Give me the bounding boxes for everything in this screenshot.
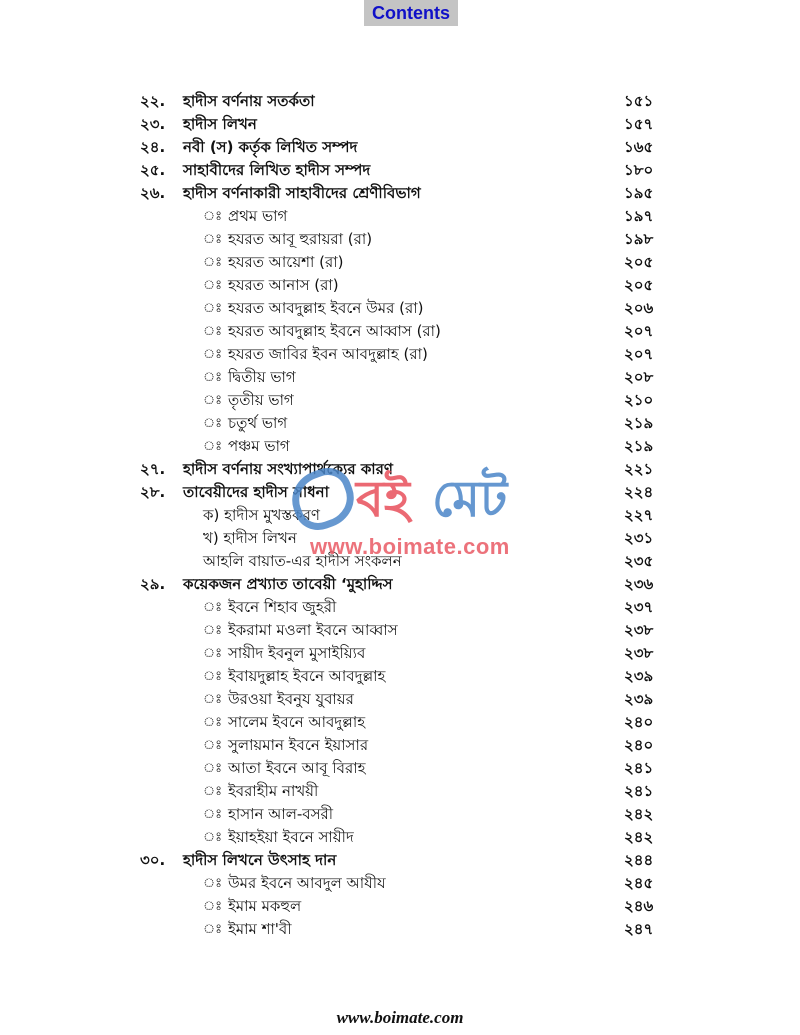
entry-title: ইমাম মকহুল (228, 897, 302, 915)
bullet-icon: ঃ (203, 669, 223, 684)
page-number: ১৫৭ (624, 115, 654, 133)
toc-entry[interactable] (0, 320, 800, 343)
page-number: ২৪২ (624, 805, 654, 823)
entry-title: উরওয়া ইবনুয যুবায়র (228, 690, 354, 708)
entry-title: উমর ইবনে আবদুল আযীয (228, 874, 386, 892)
entry-title: হাদীস বর্ণনায় সতর্কতা (183, 92, 315, 110)
toc-entry[interactable] (0, 274, 800, 297)
page-number: ২০৫ (624, 253, 654, 271)
bullet-icon: ঃ (203, 255, 223, 270)
bullet-icon: ঃ (203, 738, 223, 753)
entry-title: দ্বিতীয় ভাগ (228, 368, 296, 386)
entry-title: খ) হাদীস লিখন (203, 529, 297, 547)
entry-title: হাদীস বর্ণনায় সংখ্যাপার্থক্যের কারণ (183, 460, 393, 478)
toc-entry[interactable] (0, 688, 800, 711)
toc-entry[interactable] (0, 665, 800, 688)
entry-title: ইমাম শা'বী (228, 920, 292, 938)
watermark-url: www.boimate.com (310, 534, 510, 559)
toc-entry[interactable] (0, 711, 800, 734)
toc-entry[interactable] (0, 642, 800, 665)
entry-title: হযরত আবদুল্লাহ ইবনে উমর (রা) (228, 299, 424, 317)
entry-title: হযরত আয়েশা (রা) (228, 253, 344, 271)
toc-entry[interactable] (0, 504, 800, 527)
toc-entry[interactable] (0, 182, 800, 205)
chapter-number: ২৯. (140, 575, 166, 593)
watermark-logo-red: বই (356, 470, 410, 528)
entry-title: ইবনে শিহাব জুহরী (228, 598, 337, 616)
bullet-icon: ঃ (203, 370, 223, 385)
page-number: ২০৭ (624, 345, 654, 363)
toc-entry[interactable] (0, 412, 800, 435)
page-number: ১৬৫ (624, 138, 654, 156)
toc-entry[interactable] (0, 872, 800, 895)
page-number: ২১৯ (624, 437, 654, 455)
page-number: ২০৫ (624, 276, 654, 294)
entry-title: ক) হাদীস মুখস্তকরণ (203, 506, 320, 524)
toc-entry[interactable] (0, 918, 800, 941)
table-of-contents (0, 90, 800, 941)
entry-title: সায়ীদ ইবনুল মুসাইয়্যিব (228, 644, 366, 662)
entry-title: হযরত আবূ হুরায়রা (রা) (228, 230, 373, 248)
entry-title: ইবরাহীম নাখয়ী (228, 782, 319, 800)
toc-entry[interactable] (0, 297, 800, 320)
toc-entry[interactable] (0, 90, 800, 113)
toc-entry[interactable] (0, 826, 800, 849)
page-number: ২০৮ (624, 368, 654, 386)
page-number: ২৪০ (624, 736, 654, 754)
entry-title: ইকরামা মওলা ইবনে আব্বাস (228, 621, 398, 639)
page-number: ২০৭ (624, 322, 654, 340)
bullet-icon: ঃ (203, 646, 223, 661)
toc-entry[interactable] (0, 458, 800, 481)
page-number: ২৩৮ (624, 621, 654, 639)
entry-title: সালেম ইবনে আবদুল্লাহ (228, 713, 366, 731)
entry-title: সাহাবীদের লিখিত হাদীস সম্পদ (183, 161, 371, 179)
toc-entry[interactable] (0, 113, 800, 136)
entry-title: হযরত আবদুল্লাহ ইবনে আব্বাস (রা) (228, 322, 441, 340)
toc-entry[interactable] (0, 435, 800, 458)
page-number: ২৪১ (624, 759, 654, 777)
page-number: ২৩৭ (624, 598, 654, 616)
page-number: ২০৬ (624, 299, 654, 317)
footer-url: www.boimate.com (336, 1008, 464, 1027)
bullet-icon: ঃ (203, 830, 223, 845)
bullet-icon: ঃ (203, 278, 223, 293)
page-number: ২৪২ (624, 828, 654, 846)
entry-title: সুলায়মান ইবনে ইয়াসার (228, 736, 369, 754)
toc-entry[interactable] (0, 228, 800, 251)
toc-entry[interactable] (0, 481, 800, 504)
bullet-icon: ঃ (203, 416, 223, 431)
page-number: ১৯৫ (624, 184, 654, 202)
bullet-icon: ঃ (203, 439, 223, 454)
bullet-icon: ঃ (203, 692, 223, 707)
chapter-number: ২৩. (140, 115, 166, 133)
watermark-logo-blue: মেট (432, 470, 508, 528)
bullet-icon: ঃ (203, 876, 223, 891)
toc-entry[interactable] (0, 573, 800, 596)
bullet-icon: ঃ (203, 324, 223, 339)
entry-title: হযরত আনাস (রা) (228, 276, 339, 294)
toc-entry[interactable] (0, 136, 800, 159)
page-number: ২১৯ (624, 414, 654, 432)
entry-title: প্রথম ভাগ (228, 207, 288, 225)
page-number: ১৯৮ (624, 230, 654, 248)
page-number: ২৪৫ (624, 874, 654, 892)
page-number: ১৫১ (624, 92, 654, 110)
page-number: ২৪১ (624, 782, 654, 800)
page-number: ২৩৯ (624, 667, 654, 685)
page-number: ২৩৯ (624, 690, 654, 708)
entry-title: ইয়াহইয়া ইবনে সায়ীদ (228, 828, 354, 846)
bullet-icon: ঃ (203, 922, 223, 937)
page-number: ২৪০ (624, 713, 654, 731)
toc-entry[interactable] (0, 343, 800, 366)
entry-title: হাদীস লিখনে উৎসাহ দান (183, 851, 337, 869)
page-number: ২১০ (624, 391, 654, 409)
entry-title: হযরত জাবির ইবন আবদুল্লাহ (রা) (228, 345, 428, 363)
bullet-icon: ঃ (203, 209, 223, 224)
bullet-icon: ঃ (203, 232, 223, 247)
chapter-number: ২৪. (140, 138, 166, 156)
chapter-number: ২৫. (140, 161, 166, 179)
contents-button[interactable]: Contents (364, 0, 458, 26)
toc-entry[interactable] (0, 527, 800, 550)
entry-title: হাসান আল-বসরী (228, 805, 334, 823)
toc-entry[interactable] (0, 596, 800, 619)
chapter-number: ২৬. (140, 184, 166, 202)
chapter-number: ২৭. (140, 460, 166, 478)
toc-entry[interactable] (0, 389, 800, 412)
toc-entry[interactable] (0, 849, 800, 872)
bullet-icon: ঃ (203, 600, 223, 615)
page-number: ২২৭ (624, 506, 654, 524)
entry-title: আতা ইবনে আবূ বিরাহ (228, 759, 366, 777)
bullet-icon: ঃ (203, 899, 223, 914)
toc-entry[interactable] (0, 757, 800, 780)
page-number: ১৮০ (624, 161, 654, 179)
page-number: ২২৪ (624, 483, 654, 501)
chapter-number: ২৮. (140, 483, 166, 501)
entry-title: তৃতীয় ভাগ (228, 391, 294, 409)
bullet-icon: ঃ (203, 623, 223, 638)
bullet-icon: ঃ (203, 715, 223, 730)
page-number: ২৩১ (624, 529, 654, 547)
entry-title: নবী (স) কর্তৃক লিখিত সম্পদ (183, 138, 358, 156)
entry-title: চতুর্থ ভাগ (228, 414, 288, 432)
page-number: ২৪৪ (624, 851, 654, 869)
page-number: ২৩৬ (624, 575, 654, 593)
toc-entry[interactable] (0, 734, 800, 757)
toc-entry[interactable] (0, 895, 800, 918)
entry-title: হাদীস বর্ণনাকারী সাহাবীদের শ্রেণীবিভাগ (183, 184, 421, 202)
toc-entry[interactable] (0, 205, 800, 228)
toc-entry[interactable] (0, 366, 800, 389)
page-number: ২৪৬ (624, 897, 654, 915)
page-number: ২২১ (624, 460, 654, 478)
bullet-icon: ঃ (203, 784, 223, 799)
entry-title: ইবায়দুল্লাহ ইবনে আবদুল্লাহ (228, 667, 386, 685)
bullet-icon: ঃ (203, 761, 223, 776)
page-number: ২৩৮ (624, 644, 654, 662)
toc-entry[interactable] (0, 251, 800, 274)
entry-title: হাদীস লিখন (183, 115, 257, 133)
page-number: ২৩৫ (624, 552, 654, 570)
toc-entry[interactable] (0, 780, 800, 803)
chapter-number: ৩০. (140, 851, 166, 869)
toc-entry[interactable] (0, 619, 800, 642)
chapter-number: ২২. (140, 92, 166, 110)
bullet-icon: ঃ (203, 301, 223, 316)
page-number: ১৯৭ (624, 207, 654, 225)
toc-entry[interactable] (0, 803, 800, 826)
entry-title: তাবেয়ীদের হাদীস সাধনা (183, 483, 329, 501)
bullet-icon: ঃ (203, 807, 223, 822)
entry-title: পঞ্চম ভাগ (228, 437, 290, 455)
entry-title: কয়েকজন প্রখ্যাত তাবেয়ী ‘মুহাদ্দিস (183, 575, 393, 593)
entry-title: আহলি বায়াত-এর হাদীস সংকলন (203, 552, 402, 570)
bullet-icon: ঃ (203, 393, 223, 408)
toc-entry[interactable] (0, 550, 800, 573)
bullet-icon: ঃ (203, 347, 223, 362)
toc-entry[interactable] (0, 159, 800, 182)
page-number: ২৪৭ (624, 920, 654, 938)
